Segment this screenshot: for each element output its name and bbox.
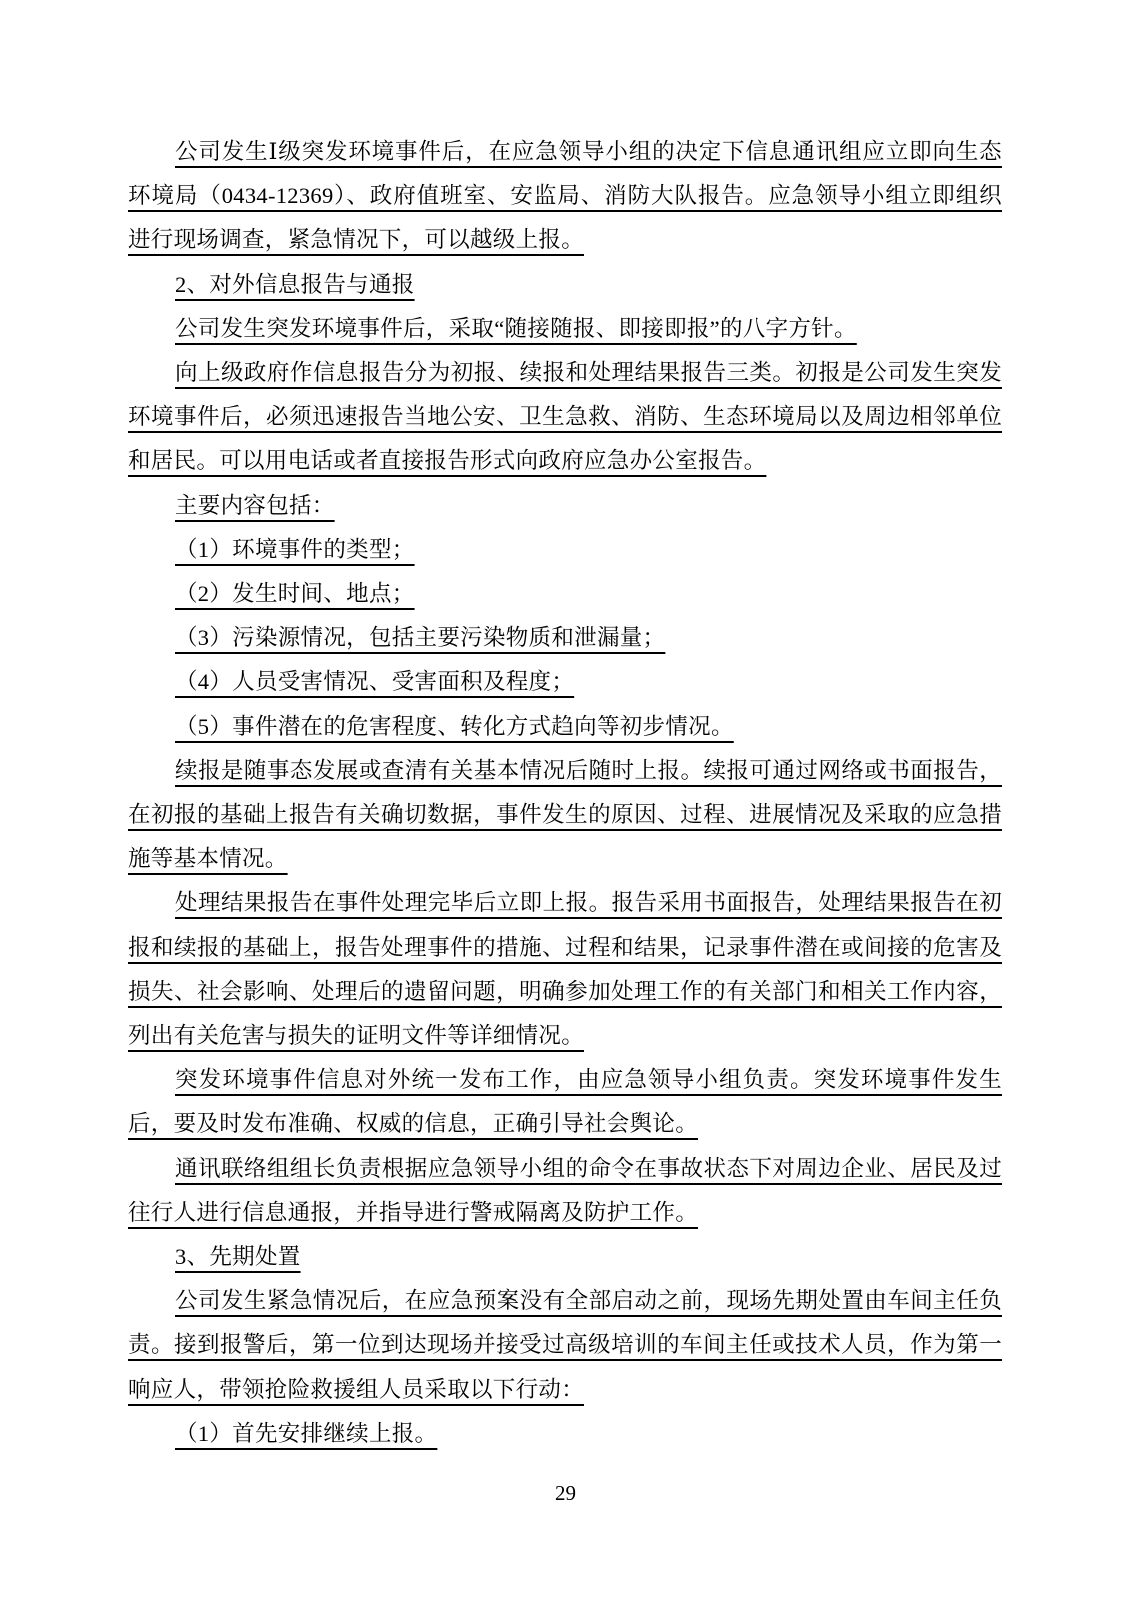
paragraph-initial-disposal: 公司发生紧急情况后，在应急预案没有全部启动之前，现场先期处置由车间主任负责。接到报警后，第一位到达现场并接受过高级培训的车间主任或技术人员，作为第一响应人，带领抢险救援组人员采取以下行动： <box>128 1288 1002 1402</box>
list-item-3-pollution-source: （3）污染源情况，包括主要污染物质和泄漏量； <box>175 625 666 651</box>
list-item-5-potential-hazard: （5）事件潜在的危害程度、转化方式趋向等初步情况。 <box>175 713 734 739</box>
paragraph-report-types: 向上级政府作信息报告分为初报、续报和处理结果报告三类。初报是公司发生突发环境事件后，必须迅速报告当地公安、卫生急救、消防、生态环境局以及周边相邻单位和居民。可以用电话或者直接报告形式向政府应急办公室报告。 <box>128 360 1002 474</box>
paragraph-report-level1: 公司发生Ⅰ级突发环境事件后，在应急领导小组的决定下信息通讯组应立即向生态环境局（0434-12369）、政府值班室、安监局、消防大队报告。应急领导小组立即组织进行现场调查，紧急情况下，可以越级上报。 <box>128 139 1002 253</box>
paragraph-information-release: 突发环境事件信息对外统一发布工作，由应急领导小组负责。突发环境事件发生后，要及时发布准确、权威的信息，正确引导社会舆论。 <box>128 1067 1002 1137</box>
document-body <box>128 130 1002 1456</box>
section-heading-initial-disposal: 3、先期处置 <box>175 1244 301 1270</box>
paragraph-liaison-group: 通讯联络组组长负责根据应急领导小组的命令在事故状态下对周边企业、居民及过往行人进行信息通报，并指导进行警戒隔离及防护工作。 <box>128 1155 1002 1225</box>
paragraph-eight-char-policy: 公司发生突发环境事件后，采取“随接随报、即接即报”的八字方针。 <box>175 315 857 341</box>
section-heading-external-reporting: 2、对外信息报告与通报 <box>175 271 415 297</box>
list-item-2-time-place: （2）发生时间、地点； <box>175 581 415 607</box>
list-item-1-continue-reporting: （1）首先安排继续上报。 <box>175 1420 438 1446</box>
list-item-4-casualties: （4）人员受害情况、受害面积及程度； <box>175 669 575 695</box>
paragraph-result-report: 处理结果报告在事件处理完毕后立即上报。报告采用书面报告，处理结果报告在初报和续报的基础上，报告处理事件的措施、过程和结果，记录事件潜在或间接的危害及损失、社会影响、处理后的遗留问题，明确参加处理工作的有关部门和相关工作内容，列出有关危害与损失的证明文件等详细情况。 <box>128 890 1002 1049</box>
paragraph-continuation-report: 续报是随事态发展或查清有关基本情况后随时上报。续报可通过网络或书面报告，在初报的基础上报告有关确切数据，事件发生的原因、过程、进展情况及采取的应急措施等基本情况。 <box>128 757 1002 872</box>
paragraph-main-content-intro: 主要内容包括： <box>175 492 335 518</box>
list-item-1-event-type: （1）环境事件的类型； <box>175 536 415 562</box>
page-number: 29 <box>555 1481 576 1505</box>
